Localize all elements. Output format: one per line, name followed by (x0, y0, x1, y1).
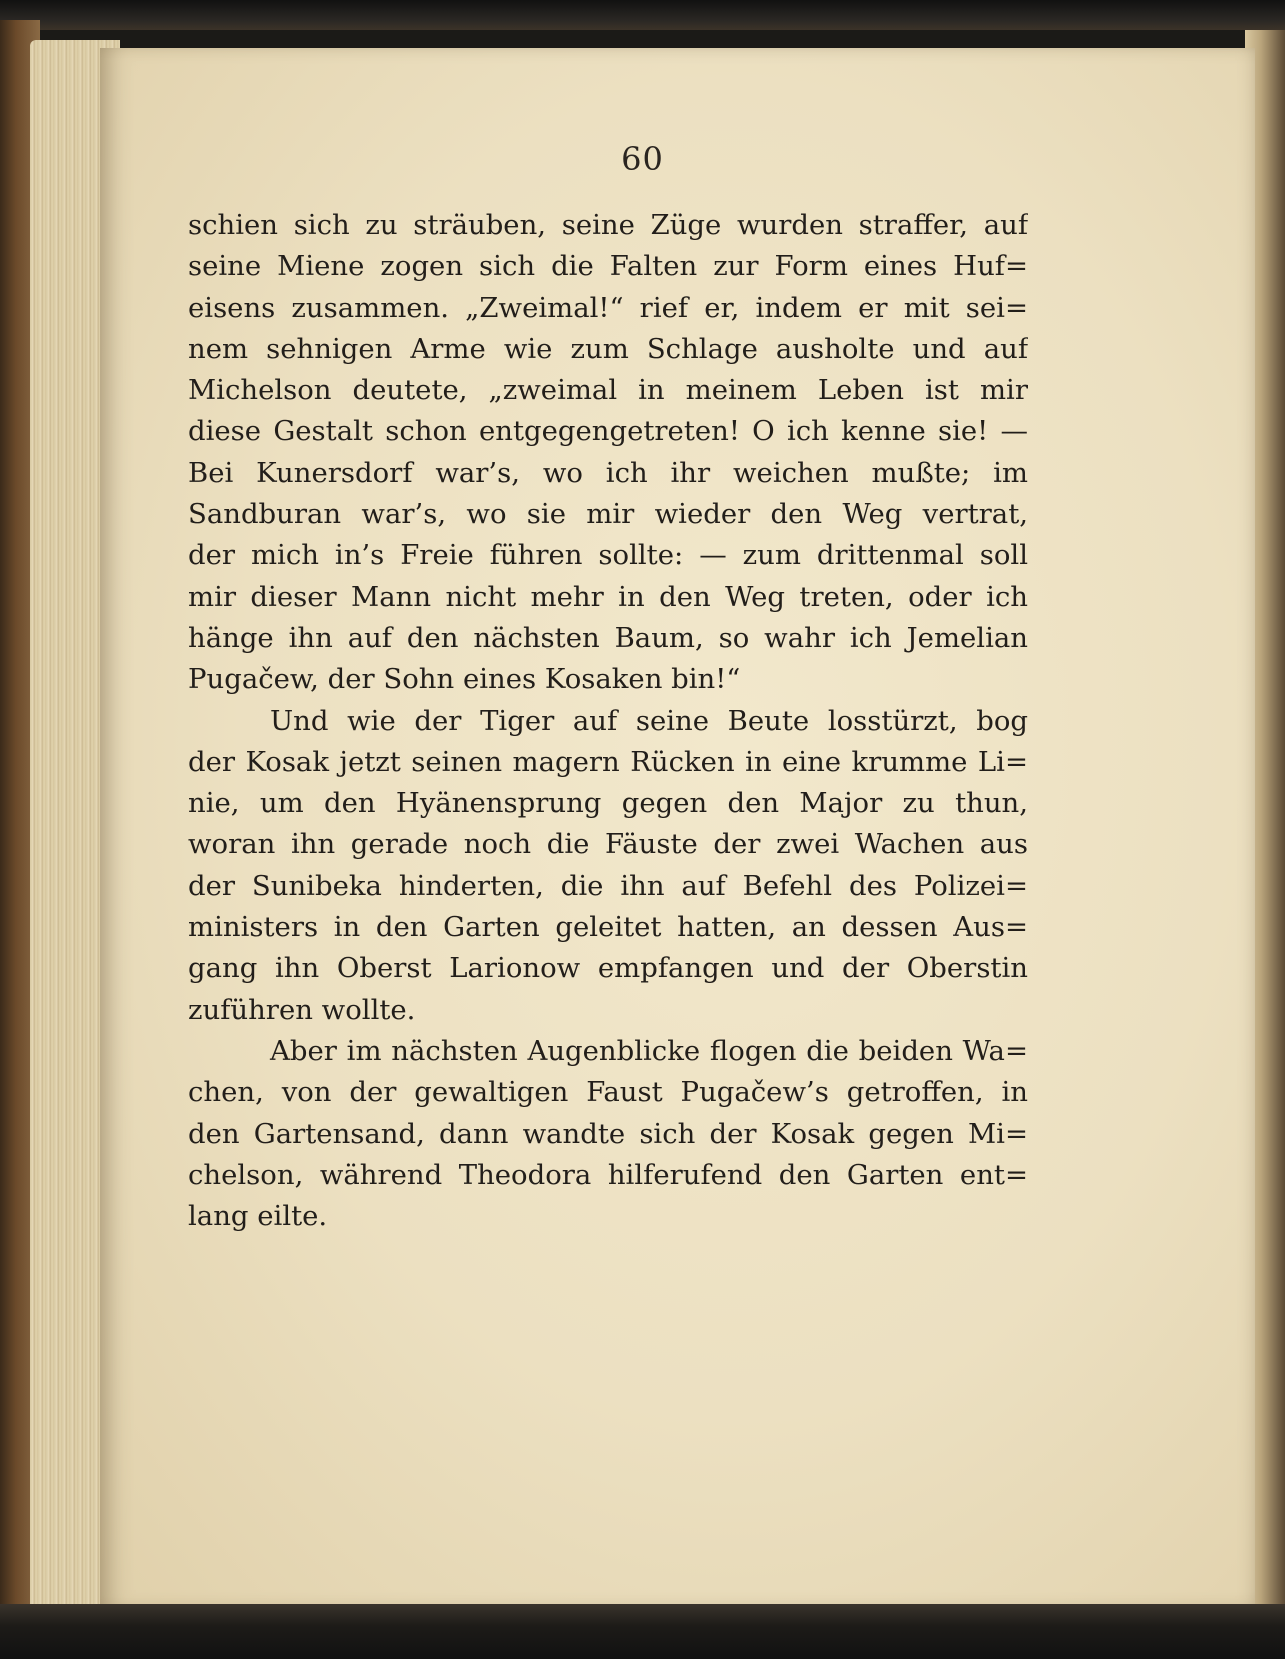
text-line: eisens zusammen. „Zweimal!“ rief er, indem er mit sei= (188, 291, 1028, 324)
text-line: der mich in’s Freie führen sollte: — zum drittenmal soll (188, 539, 1028, 572)
text-line: Michelson deutete, „zweimal in meinem Leben ist mir (188, 374, 1028, 407)
text-line: lang eilte. (188, 1200, 328, 1233)
text-line: diese Gestalt schon entgegengetreten! O ich kenne sie! — (188, 415, 1028, 448)
text-line: zuführen wollte. (188, 993, 416, 1026)
text-line: mir dieser Mann nicht mehr in den Weg treten, oder ich (188, 580, 1028, 613)
text-line: Pugačew, der Sohn eines Kosaken bin!“ (188, 663, 741, 696)
text-line: nie, um den Hyänensprung gegen den Major zu thun, (188, 787, 1028, 820)
text-line: nem sehnigen Arme wie zum Schlage ausholte und auf (188, 332, 1028, 365)
text-line: Bei Kunersdorf war’s, wo ich ihr weichen mußte; im (188, 456, 1028, 489)
text-line: den Gartensand, dann wandte sich der Kosak gegen Mi= (188, 1117, 1028, 1150)
text-line: hänge ihn auf den nächsten Baum, so wahr ich Jemelian (188, 621, 1028, 654)
text-line: Sandburan war’s, wo sie mir wieder den Weg vertrat, (188, 498, 1028, 531)
text-line: der Sunibeka hinderten, die ihn auf Befehl des Polizei= (188, 869, 1028, 902)
text-line: chelson, während Theodora hilferufend den Garten ent= (188, 1158, 1028, 1191)
text-line: woran ihn gerade noch die Fäuste der zwei Wachen aus (188, 828, 1028, 861)
text-line: Aber im nächsten Augenblicke flogen die beiden Wa= (270, 1034, 1028, 1067)
book-top-edge (0, 0, 1285, 30)
text-line: schien sich zu sträuben, seine Züge wurden straffer, auf (188, 209, 1028, 241)
text-line: gang ihn Oberst Larionow empfangen und der Oberstin (188, 952, 1028, 985)
page-number: 60 (621, 140, 664, 178)
text-line: der Kosak jetzt seinen magern Rücken in eine krumme Li= (188, 745, 1028, 778)
text-line: seine Miene zogen sich die Falten zur Form eines Huf= (188, 250, 1028, 283)
book-bottom-edge (0, 1604, 1285, 1659)
text-line: Und wie der Tiger auf seine Beute losstürzt, bog (270, 704, 1028, 737)
body-text (188, 205, 1028, 1237)
text-line: ministers in den Garten geleitet hatten, an dessen Aus= (188, 911, 1028, 944)
text-line: chen, von der gewaltigen Faust Pugačew’s getroffen, in (188, 1076, 1028, 1109)
